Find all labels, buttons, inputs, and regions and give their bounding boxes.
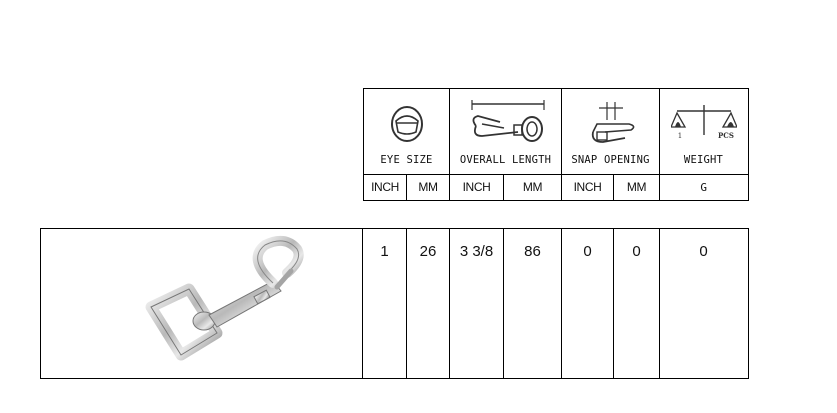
overall-length-header (450, 89, 562, 174)
eye-ring-icon (364, 95, 449, 151)
eye-size-header (364, 89, 450, 174)
weight-icon-count: 1 (677, 132, 682, 140)
scale-weight-icon (660, 95, 747, 151)
snap-opening-icon (562, 95, 659, 151)
unit-weight-g: G (700, 181, 707, 194)
value-opening-mm: 0 (614, 229, 660, 378)
eye-size-title: EYE SIZE (380, 154, 433, 166)
snap-hook-length-icon (450, 95, 561, 151)
snap-opening-header (562, 89, 660, 174)
unit-length-inch: INCH (450, 175, 504, 201)
units-row (364, 174, 748, 200)
unit-eye-mm: MM (407, 175, 450, 201)
weight-icon-pcs: PCS (717, 131, 734, 140)
value-opening-inch: 0 (562, 229, 614, 378)
value-eye-inch: 1 (363, 229, 407, 378)
product-image-cell (41, 229, 363, 378)
value-eye-mm: 26 (407, 229, 450, 378)
value-length-inch: 3 3/8 (450, 229, 504, 378)
unit-opening-mm: MM (614, 175, 660, 201)
spec-header-table (363, 88, 749, 201)
unit-eye-inch: INCH (364, 175, 407, 201)
snap-opening-title: SNAP OPENING (571, 154, 650, 166)
overall-length-title: OVERALL LENGTH (459, 154, 552, 166)
value-length-mm: 86 (504, 229, 562, 378)
weight-header (660, 89, 747, 174)
unit-length-mm: MM (504, 175, 562, 201)
unit-opening-inch: INCH (562, 175, 614, 201)
weight-title: WEIGHT (683, 154, 724, 166)
value-weight-g: 0 (699, 243, 708, 260)
swivel-snap-hook-image (41, 229, 361, 377)
product-row (40, 228, 749, 379)
